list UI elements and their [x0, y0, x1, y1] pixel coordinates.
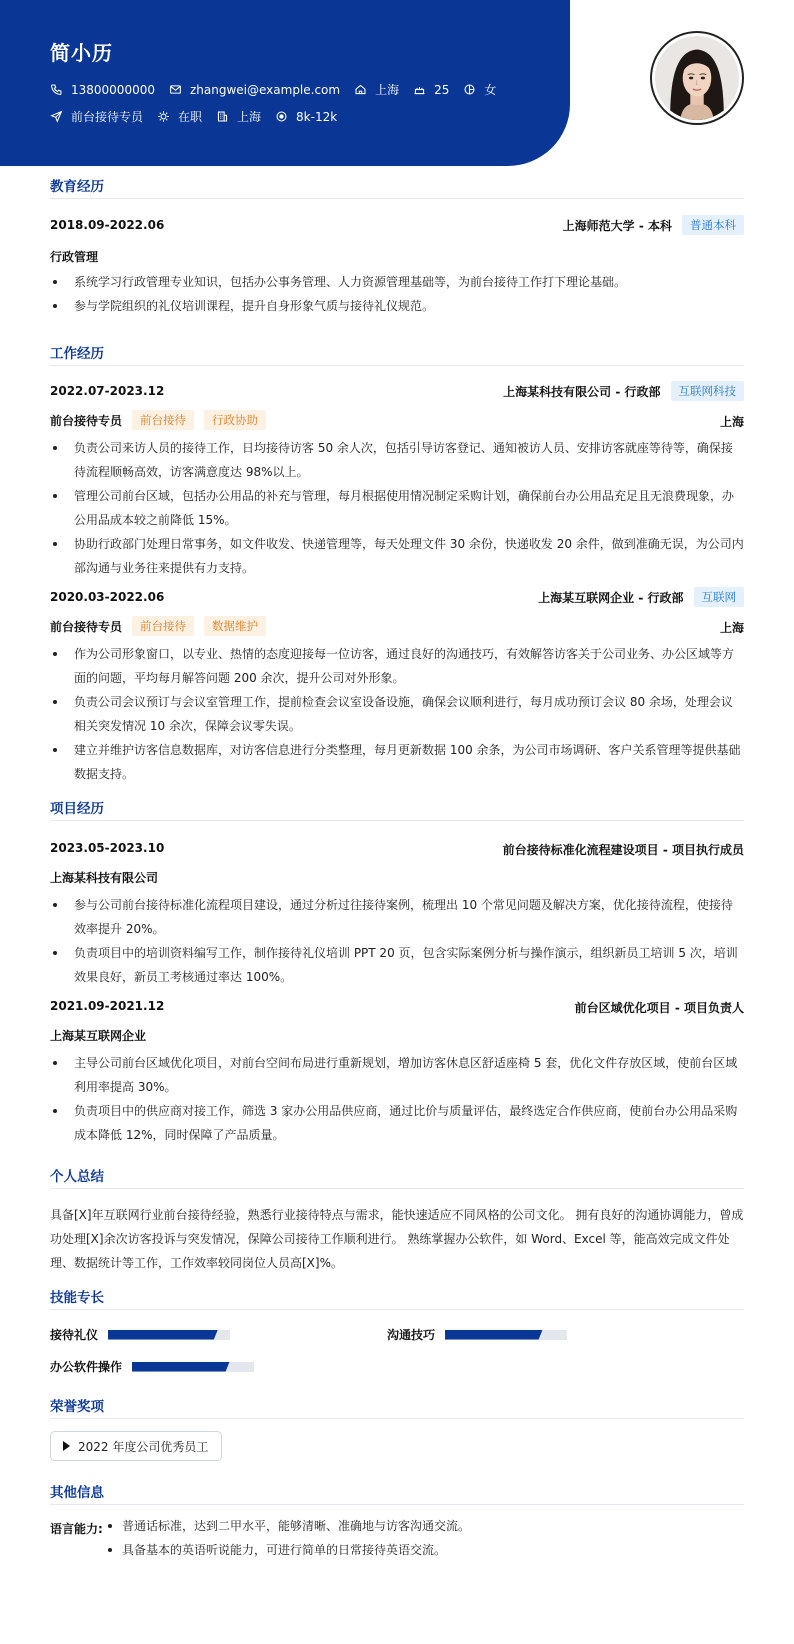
work-title-row [50, 410, 266, 430]
skill-name: 沟通技巧 [387, 1328, 436, 1342]
skill-tag: 前台接待 [132, 616, 194, 636]
section-projects [50, 797, 744, 821]
avatar [650, 31, 744, 125]
work-location: 上海 [719, 621, 744, 635]
resume-header [0, 0, 570, 166]
job-intent-row [50, 108, 351, 125]
school-name: 上海师范大学 - 本科 [562, 218, 672, 233]
skill-bar [445, 1330, 567, 1340]
salary-icon [275, 110, 288, 123]
contact-row [50, 81, 510, 98]
section-title: 个人总结 [50, 1169, 104, 1185]
status-text: 在职 [178, 110, 203, 124]
language-list [102, 1514, 742, 1562]
section-awards [50, 1395, 744, 1419]
section-title: 技能专长 [50, 1290, 104, 1306]
project-name: 前台接待标准化流程建设项目 - 项目执行成员 [502, 843, 744, 857]
project-date: 2021.09-2021.12 [50, 999, 165, 1013]
list-item: 参与学院组织的礼仪培训课程，提升自身形象气质与接待礼仪规范。 [50, 294, 744, 318]
job-target-text: 前台接待专员 [71, 110, 144, 124]
summary-line: 理、数据统计等工作，工作效率较同岗位人员高[X]%。 [50, 1256, 343, 1270]
education-bullets [50, 270, 744, 318]
award-text: 2022 年度公司优秀员工 [78, 1439, 209, 1454]
skill-bar [108, 1330, 230, 1340]
skill-name: 接待礼仪 [50, 1328, 99, 1342]
list-item: 建立并维护访客信息数据库，对访客信息进行分类整理，每月更新数据 100 余条，为公司市场调研、客户关系管理等提供基础数据支持。 [50, 738, 744, 786]
skill-bar-fill [445, 1330, 543, 1340]
gender-text: 女 [484, 83, 497, 97]
company-name: 上海某互联网企业 - 行政部 [538, 590, 684, 605]
city-text: 上海 [237, 110, 262, 124]
play-triangle-icon [63, 1441, 70, 1451]
list-item: 具备基本的英语听说能力，可进行简单的日常接待英语交流。 [102, 1538, 742, 1562]
skill-bar [132, 1362, 254, 1372]
salary-text: 8k-12k [296, 109, 338, 124]
section-education [50, 175, 744, 199]
mail-icon [169, 83, 182, 96]
section-title: 荣誉奖项 [50, 1399, 104, 1415]
age-text: 25 [434, 82, 450, 97]
education-major: 行政管理 [50, 250, 99, 264]
summary-line: 具备[X]年互联网行业前台接待经验，熟悉行业接待特点与需求，能快速适应不同风格的公司文化。 拥有良好的沟通协调能力，曾成 [50, 1208, 744, 1222]
work-title-row [50, 616, 266, 636]
status-icon [157, 110, 170, 123]
gender-info [463, 81, 496, 98]
section-title: 其他信息 [50, 1485, 104, 1501]
education-school [563, 215, 744, 235]
email-info [169, 83, 340, 97]
phone-icon [50, 83, 63, 96]
avatar-portrait [655, 36, 739, 120]
project-date: 2023.05-2023.10 [50, 841, 165, 855]
section-summary [50, 1165, 744, 1189]
job-title: 前台接待专员 [50, 413, 123, 428]
skill-tag: 行政协助 [204, 410, 266, 430]
job-target-info [50, 108, 143, 125]
list-item: 系统学习行政管理专业知识，包括办公事务管理、人力资源管理基础等，为前台接待工作打下理论基础。 [50, 270, 744, 294]
work-date: 2022.07-2023.12 [50, 384, 165, 398]
cake-icon [413, 83, 426, 96]
section-skills [50, 1286, 744, 1310]
section-work [50, 342, 744, 366]
skill-name: 办公软件操作 [50, 1360, 123, 1374]
list-item: 参与公司前台接待标准化流程项目建设，通过分析过往接待案例，梳理出 10 个常见问题及解决方案，优化接待流程，使接待效率提升 20%。 [50, 893, 744, 941]
hometown-text: 上海 [375, 83, 400, 97]
home-icon [354, 83, 367, 96]
project-bullets [50, 1051, 744, 1147]
section-title: 教育经历 [50, 179, 104, 195]
project-name: 前台区域优化项目 - 项目负责人 [574, 1001, 744, 1015]
list-item: 协助行政部门处理日常事务，如文件收发、快递管理等，每天处理文件 30 余份，快递收发 20 余件，做到准确无误，为公司内部沟通与业务往来提供有力支持。 [50, 532, 744, 580]
work-company [538, 587, 744, 607]
industry-tag: 互联网 [694, 587, 745, 607]
list-item: 管理公司前台区域，包括办公用品的补充与管理，每月根据使用情况制定采购计划，确保前台办公用品充足且无浪费现象，办公用品成本较之前降低 15%。 [50, 484, 744, 532]
job-title: 前台接待专员 [50, 619, 123, 634]
skill-bar-fill [132, 1362, 230, 1372]
skill-item [387, 1326, 567, 1343]
education-tag: 普通本科 [682, 215, 744, 235]
project-org: 上海某科技有限公司 [50, 871, 159, 885]
city-info [216, 108, 261, 125]
skill-tag: 前台接待 [132, 410, 194, 430]
salary-info [275, 110, 337, 124]
section-title: 工作经历 [50, 346, 104, 362]
age-info [413, 83, 449, 97]
work-company [503, 381, 744, 401]
email-text: zhangwei@example.com [189, 82, 341, 97]
status-info [157, 108, 202, 125]
section-title: 项目经历 [50, 801, 104, 817]
skill-tag: 数据维护 [204, 616, 266, 636]
gender-icon [463, 83, 476, 96]
phone-text: 13800000000 [71, 82, 155, 97]
work-bullets [50, 642, 744, 786]
building-icon [216, 110, 229, 123]
skill-item [50, 1326, 230, 1343]
list-item: 负责项目中的培训资料编写工作，制作接待礼仪培训 PPT 20 页，包含实际案例分析与操作演示，组织新员工培训 5 次，培训效果良好，新员工考核通过率达 100%。 [50, 941, 744, 989]
work-date: 2020.03-2022.06 [50, 590, 165, 604]
project-org: 上海某互联网企业 [50, 1029, 147, 1043]
send-icon [50, 110, 63, 123]
list-item: 负责公司会议预订与会议室管理工作，提前检查会议室设备设施，确保会议顺利进行，每月成功预订会议 80 余场，处理会议相关突发情况 10 余次，保障会议零失误。 [50, 690, 744, 738]
hometown-info [354, 81, 399, 98]
phone-info [50, 83, 155, 97]
work-bullets [50, 436, 744, 580]
project-bullets [50, 893, 744, 989]
industry-tag: 互联网科技 [671, 381, 745, 401]
award-item[interactable] [50, 1431, 222, 1461]
list-item: 作为公司形象窗口，以专业、热情的态度迎接每一位访客，通过良好的沟通技巧，有效解答访客关于公司业务、办公区域等方面的问题，平均每月解答问题 200 余次，提升公司对外形象。 [50, 642, 744, 690]
list-item: 负责公司来访人员的接待工作，日均接待访客 50 余人次，包括引导访客登记、通知被访人员、安排访客就座等待等，确保接待流程顺畅高效，访客满意度达 98%以上。 [50, 436, 744, 484]
section-other [50, 1481, 744, 1505]
list-item: 主导公司前台区域优化项目，对前台空间布局进行重新规划，增加访客休息区舒适座椅 5 套，优化文件存放区域，使前台区域利用率提高 30%。 [50, 1051, 744, 1099]
list-item: 负责项目中的供应商对接工作，筛选 3 家办公用品供应商，通过比价与质量评估，最终选定合作供应商，使前台办公用品采购成本降低 12%，同时保障了产品质量。 [50, 1099, 744, 1147]
education-date: 2018.09-2022.06 [50, 218, 165, 232]
skill-item [50, 1358, 254, 1375]
work-location: 上海 [719, 415, 744, 429]
company-name: 上海某科技有限公司 - 行政部 [503, 384, 661, 399]
summary-text [50, 1203, 744, 1275]
skill-bar-fill [108, 1330, 218, 1340]
list-item: 普通话标准，达到二甲水平，能够清晰、准确地与访客沟通交流。 [102, 1514, 742, 1538]
summary-line: 功处理[X]余次访客投诉与突发情况，保障公司接待工作顺利进行。 熟练掌握办公软件，如 Word、Excel 等，能高效完成文件处 [50, 1232, 730, 1246]
language-label: 语言能力: [50, 1522, 103, 1536]
candidate-name: 简小历 [50, 41, 113, 65]
